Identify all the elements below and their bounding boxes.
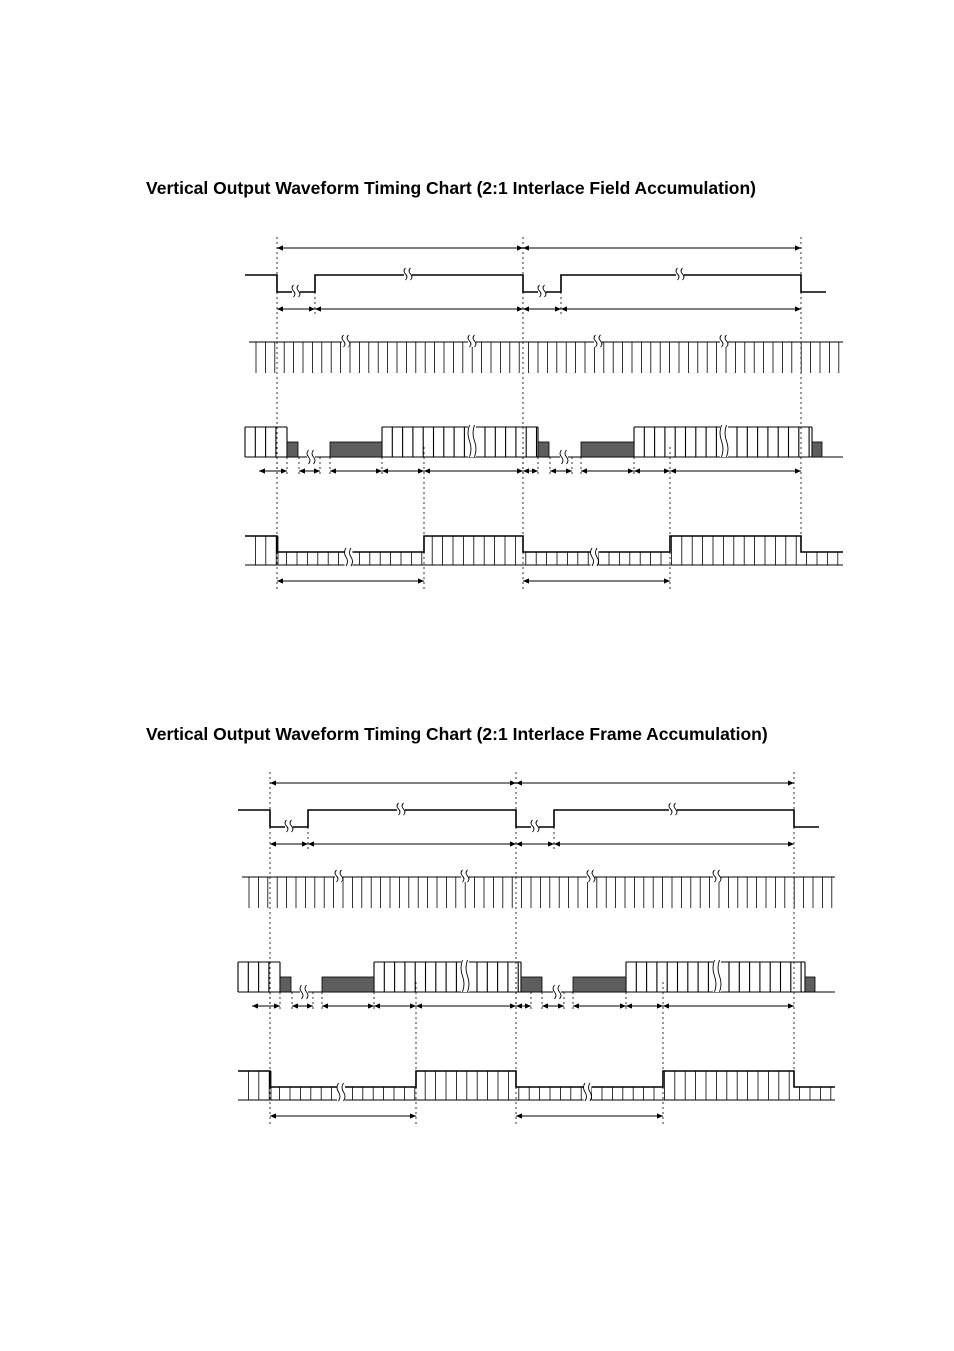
arrow-head <box>252 1003 258 1008</box>
vertical-drive-waveform <box>238 810 819 827</box>
arrow-head <box>376 468 382 473</box>
break-mark <box>584 1083 592 1101</box>
arrow-head <box>277 245 283 250</box>
break-mark <box>342 335 350 347</box>
arrow-head <box>374 1003 380 1008</box>
arrow-head <box>788 780 794 785</box>
arrow-head <box>418 468 424 473</box>
arrow-head <box>292 1003 298 1008</box>
charge-block <box>280 977 291 992</box>
arrow-head <box>516 780 522 785</box>
arrow-head <box>510 841 516 846</box>
charge-block <box>538 442 549 457</box>
arrow-head <box>314 468 320 473</box>
break-mark <box>335 870 343 882</box>
break-mark <box>337 1083 345 1101</box>
arrow-head <box>566 468 572 473</box>
timing-diagram-field-accumulation <box>0 225 954 605</box>
arrow-head <box>322 1003 328 1008</box>
arrow-head <box>523 306 529 311</box>
arrow-head <box>368 1003 374 1008</box>
arrow-head <box>424 468 430 473</box>
break-mark <box>404 268 412 280</box>
arrow-head <box>270 841 276 846</box>
arrow-head <box>573 1003 579 1008</box>
break-mark <box>461 960 469 992</box>
arrow-head <box>277 306 283 311</box>
break-mark <box>553 985 561 999</box>
break-mark <box>538 285 546 297</box>
arrow-head <box>554 841 560 846</box>
arrow-head <box>634 468 640 473</box>
arrow-head <box>270 1113 276 1118</box>
arrow-head <box>550 468 556 473</box>
arrow-head <box>542 1003 548 1008</box>
break-mark <box>587 870 595 882</box>
arrow-head <box>532 468 538 473</box>
break-mark <box>300 985 308 999</box>
arrow-head <box>270 780 276 785</box>
vertical-transfer-waveform <box>245 536 843 552</box>
charge-block <box>805 977 815 992</box>
arrow-head <box>382 468 388 473</box>
arrow-head <box>410 1003 416 1008</box>
arrow-head <box>516 841 522 846</box>
arrow-head <box>315 306 321 311</box>
chart-title-frame-accumulation: Vertical Output Waveform Timing Chart (2:1 Interlace Frame Accumulation) <box>146 724 768 744</box>
arrow-head <box>307 1003 313 1008</box>
arrow-head <box>510 1003 516 1008</box>
arrow-head <box>308 841 314 846</box>
arrow-head <box>517 468 523 473</box>
arrow-head <box>274 1003 280 1008</box>
break-mark <box>594 335 602 347</box>
arrow-head <box>561 306 567 311</box>
arrow-head <box>277 578 283 583</box>
break-mark <box>345 548 353 566</box>
arrow-head <box>517 245 523 250</box>
break-mark <box>292 285 300 297</box>
arrow-head <box>418 578 424 583</box>
arrow-head <box>259 468 265 473</box>
arrow-head <box>788 1003 794 1008</box>
charge-block <box>322 977 374 992</box>
break-mark <box>531 820 539 832</box>
charge-block <box>287 442 298 457</box>
arrow-head <box>788 841 794 846</box>
break-mark <box>713 870 721 882</box>
arrow-head <box>581 468 587 473</box>
break-mark <box>720 335 728 347</box>
chart-title-field-accumulation: Vertical Output Waveform Timing Chart (2:1 Interlace Field Accumulation) <box>146 178 757 198</box>
break-mark <box>669 803 677 815</box>
charge-block <box>812 442 822 457</box>
charge-block <box>581 442 634 457</box>
timing-diagram-frame-accumulation <box>0 760 954 1140</box>
break-mark <box>468 425 476 457</box>
break-mark <box>713 960 721 992</box>
charge-block <box>330 442 382 457</box>
arrow-head <box>664 468 670 473</box>
arrow-head <box>525 1003 531 1008</box>
break-mark <box>720 425 728 457</box>
arrow-head <box>517 306 523 311</box>
arrow-head <box>516 1113 522 1118</box>
break-mark <box>307 450 315 464</box>
arrow-head <box>410 1113 416 1118</box>
arrow-head <box>523 468 529 473</box>
arrow-head <box>330 468 336 473</box>
arrow-head <box>516 1003 522 1008</box>
arrow-head <box>663 1003 669 1008</box>
break-mark <box>676 268 684 280</box>
arrow-head <box>795 245 801 250</box>
arrow-head <box>299 468 305 473</box>
arrow-head <box>510 780 516 785</box>
break-mark <box>468 335 476 347</box>
arrow-head <box>416 1003 422 1008</box>
arrow-head <box>628 468 634 473</box>
arrow-head <box>302 841 308 846</box>
arrow-head <box>664 578 670 583</box>
arrow-head <box>657 1003 663 1008</box>
arrow-head <box>555 306 561 311</box>
break-mark <box>285 820 293 832</box>
arrow-head <box>657 1113 663 1118</box>
break-mark <box>461 870 469 882</box>
arrow-head <box>620 1003 626 1008</box>
arrow-head <box>795 306 801 311</box>
arrow-head <box>795 468 801 473</box>
arrow-head <box>523 245 529 250</box>
vertical-drive-waveform <box>245 275 826 292</box>
charge-block <box>521 977 542 992</box>
arrow-head <box>309 306 315 311</box>
vertical-transfer-waveform <box>238 1071 835 1087</box>
break-mark <box>397 803 405 815</box>
arrow-head <box>523 578 529 583</box>
break-mark <box>591 548 599 566</box>
arrow-head <box>626 1003 632 1008</box>
arrow-head <box>558 1003 564 1008</box>
break-mark <box>560 450 568 464</box>
arrow-head <box>548 841 554 846</box>
arrow-head <box>670 468 676 473</box>
charge-block <box>573 977 626 992</box>
arrow-head <box>281 468 287 473</box>
